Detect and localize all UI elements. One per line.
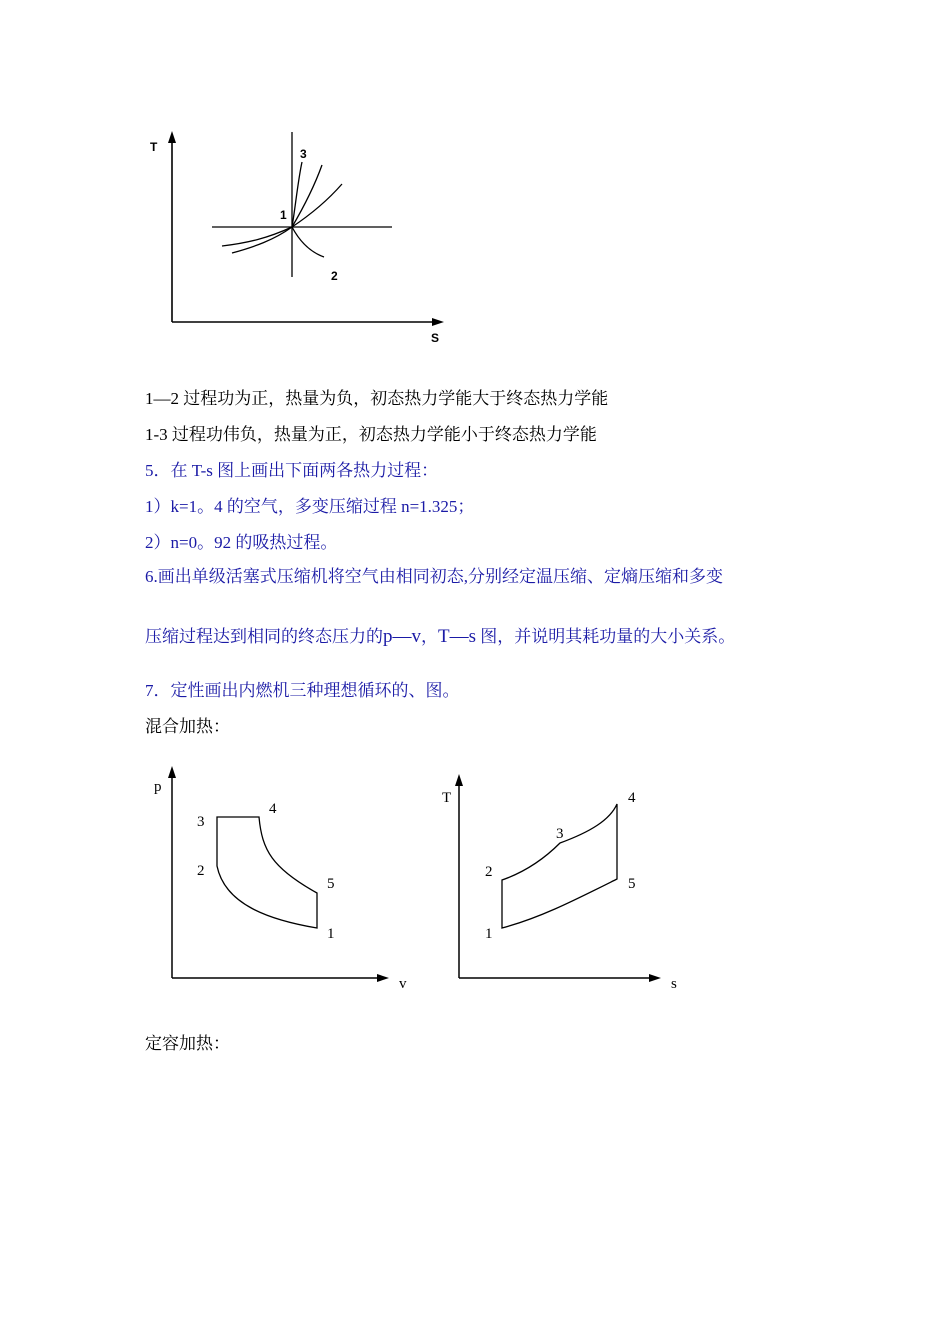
q6-pv-symbol: p—v [383,626,421,647]
ts-label-S: S [431,331,440,345]
tsc-axis-T: T [442,790,452,806]
pv-point-5: 5 [327,876,335,892]
constant-volume-heating-label: 定容加热： [145,1034,230,1053]
question-7-title: 7．定性画出内燃机三种理想循环的、图。 [145,681,460,700]
mixed-heating-label: 混合加热： [145,717,230,736]
text-line-1: 1—2 过程功为正，热量为负，初态热力学能大于终态热力学能 [145,389,609,408]
pv-point-1: 1 [327,926,335,942]
ts-point-1: 1 [280,208,287,222]
ts-cycle-path [502,804,617,928]
tsc-point-4: 4 [628,790,636,806]
pv-point-3: 3 [197,814,205,830]
pv-axis-p: p [154,779,162,795]
q6-text-c: ， [421,627,438,646]
pv-point-4: 4 [269,801,277,817]
question-6-line-1: 6.画出单级活塞式压缩机将空气由相同初态,分别经定温压缩、定熵压缩和多变 [145,567,723,586]
question-5-item-1: 1）k=1。4 的空气，多变压缩过程 n=1.325； [145,497,475,516]
question-5-item-2: 2）n=0。92 的吸热过程。 [145,533,338,552]
ts-point-2: 2 [331,269,338,283]
text-line-2: 1-3 过程功伟负，热量为正，初态热力学能小于终态热力学能 [145,425,597,444]
pv-axis-v: v [399,976,407,992]
q6-ts-symbol: T—s [438,626,476,647]
q6-text-a: 压缩过程达到相同的终态压力的 [145,627,383,646]
q6-text-e: 图，并说明其耗功量的大小关系。 [476,627,736,646]
ts-point-3: 3 [300,147,307,161]
s-axis-arrow [649,974,661,982]
tsc-axis-s: s [671,976,677,992]
question-5-title: 5．在 T-s 图上画出下面两各热力过程： [145,461,439,480]
T-axis-arrow [455,774,463,786]
tsc-point-1: 1 [485,926,493,942]
pv-point-2: 2 [197,863,205,879]
tsc-point-2: 2 [485,864,493,880]
ts-label-T: T [150,140,158,154]
tsc-point-5: 5 [628,876,636,892]
tsc-point-3: 3 [556,826,564,842]
